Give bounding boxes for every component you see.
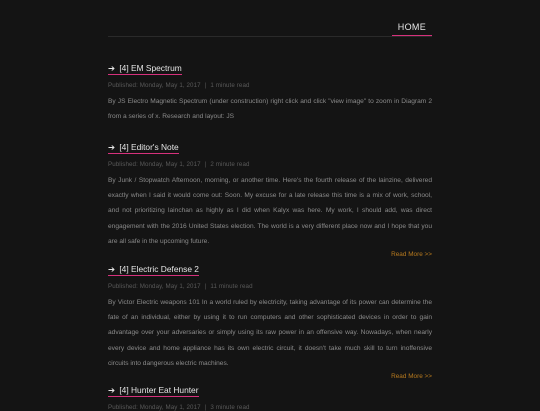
arrow-icon: ➔	[108, 385, 116, 395]
post-item	[108, 259, 432, 380]
read-more-link[interactable]: Read More >>	[391, 373, 432, 381]
post-read-time: 11 minute read	[210, 283, 253, 290]
post-title-link[interactable]	[108, 264, 199, 276]
post-title-text: [4] Electric Defense 2	[119, 264, 199, 274]
post-published-date: Published: Monday, May 1, 2017	[108, 283, 201, 290]
post-excerpt: By Victor Electric weapons 101 In a world ruled by electricity, taking advantage of its power can determine the fate of an individual, either by using it to run computers and other sophisticated devices in order to gain advantage over your adversaries or simply using its raw power in an offensive way. Nowadays, when nearly every device and home appliance has its own electric circuit, it doesn't take much skill to turn inoffensive circuits into dangerous electric machines.	[108, 299, 432, 367]
meta-separator: |	[204, 82, 207, 89]
post-read-time: 3 minute read	[210, 404, 250, 411]
post-title-text: [4] Hunter Eat Hunter	[119, 385, 199, 395]
post-published-date: Published: Monday, May 1, 2017	[108, 404, 201, 411]
arrow-icon: ➔	[108, 264, 116, 274]
meta-separator: |	[204, 283, 207, 290]
post-published-date: Published: Monday, May 1, 2017	[108, 161, 201, 168]
post-item	[108, 380, 432, 411]
post-title-link[interactable]	[108, 63, 182, 75]
arrow-icon: ➔	[108, 142, 116, 152]
post-title-link[interactable]	[108, 385, 199, 397]
top-nav	[0, 0, 540, 40]
post-title-text: [4] Editor's Note	[119, 142, 179, 152]
post-title-link[interactable]	[108, 142, 179, 154]
post-item	[108, 58, 432, 124]
post-excerpt: By Junk / Stopwatch Afternoon, morning, or another time. Here's the fourth release of the lainzine, delivered exactly when I said it would come out: Soon. My excuse for a late release this time is a mix of work, school, and not prioritizing lainchan as highly as I did when Kalyx was here. My work, I should add, was direct engagement with the 2016 United States election. The world is a very different place now and I hope that you are all safe in the upcoming future.	[108, 177, 432, 245]
post-published-date: Published: Monday, May 1, 2017	[108, 82, 201, 89]
post-meta	[108, 283, 432, 290]
arrow-icon: ➔	[108, 63, 116, 73]
meta-separator: |	[204, 404, 207, 411]
read-more-link[interactable]: Read More >>	[391, 251, 432, 259]
post-item	[108, 137, 432, 258]
post-meta	[108, 161, 432, 168]
post-read-time: 1 minute read	[210, 82, 250, 89]
nav-home-link[interactable]: HOME	[392, 22, 432, 37]
nav-divider	[108, 36, 432, 37]
post-meta	[108, 404, 432, 411]
post-meta	[108, 82, 432, 89]
meta-separator: |	[204, 161, 207, 168]
post-title-text: [4] EM Spectrum	[119, 63, 182, 73]
post-excerpt: By JS Electro Magnetic Spectrum (under construction) right click and click "view image" to zoom in Diagram 2 from a series of x. Research and layout: JS	[108, 98, 432, 121]
post-read-time: 2 minute read	[210, 161, 250, 168]
